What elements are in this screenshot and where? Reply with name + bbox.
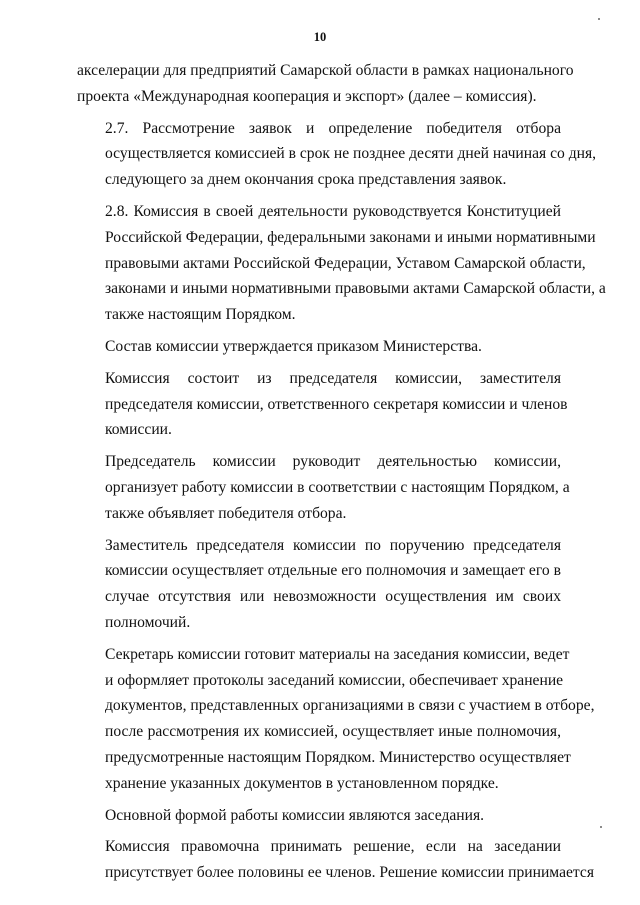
text-line: присутствует более половины ее членов. Решение комиссии принимается xyxy=(105,864,595,882)
text-line: Комиссия состоит из председателя комиссии, заместителя xyxy=(105,369,561,387)
text-line: Основной формой работы комиссии являются заседания. xyxy=(105,806,485,824)
paragraph xyxy=(77,199,606,328)
text-line: документов, представленных организациями в связи с участием в отборе, xyxy=(105,697,595,715)
paragraph xyxy=(77,642,595,797)
text-line: хранение указанных документов в установленном порядке. xyxy=(105,774,499,792)
scan-speck xyxy=(600,826,602,828)
text-line: законами и иными нормативными правовыми актами Самарской области, а xyxy=(105,280,606,298)
text-line: Российской Федерации, федеральными законами и иными нормативными xyxy=(105,228,596,246)
text-line: комиссии. xyxy=(105,421,172,439)
paragraph xyxy=(77,116,597,193)
text-line: Состав комиссии утверждается приказом Министерства. xyxy=(105,337,482,355)
text-line: осуществляется комиссией в срок не позднее десяти дней начиная со дня, xyxy=(105,145,597,163)
text-line: также настоящим Порядком. xyxy=(105,306,296,324)
text-line: Председатель комиссии руководит деятельностью комиссии, xyxy=(105,453,561,471)
paragraph xyxy=(77,366,568,443)
text-line: 2.7. Рассмотрение заявок и определение победителя отбора xyxy=(105,119,561,137)
text-line: Комиссия правомочна принимать решение, если на заседании xyxy=(105,838,561,856)
text-line: проекта «Международная кооперация и экспорт» (далее – комиссия). xyxy=(77,87,537,105)
paragraph xyxy=(77,834,595,886)
paragraph xyxy=(77,533,561,636)
text-line: председателя комиссии, ответственного секретаря комиссии и членов xyxy=(105,395,568,413)
paragraph xyxy=(77,803,561,829)
text-line: следующего за днем окончания срока представления заявок. xyxy=(105,171,507,189)
paragraph xyxy=(77,449,570,526)
scan-speck xyxy=(598,18,600,20)
text-line: Секретарь комиссии готовит материалы на заседания комиссии, ведет xyxy=(105,645,570,663)
text-line: Заместитель председателя комиссии по поручению председателя xyxy=(105,536,561,554)
paragraph xyxy=(77,58,574,110)
document-body xyxy=(77,58,606,892)
text-line: предусмотренные настоящим Порядком. Министерство осуществляет xyxy=(105,748,571,766)
page-number: 10 xyxy=(313,30,327,44)
text-line: комиссии осуществляет отдельные его полномочия и замещает его в xyxy=(105,562,561,580)
text-line: правовыми актами Российской Федерации, Уставом Самарской области, xyxy=(105,254,586,272)
text-line: акселерации для предприятий Самарской области в рамках национального xyxy=(77,62,574,79)
paragraph xyxy=(77,334,561,360)
text-line: 2.8. Комиссия в своей деятельности руководствуется Конституцией xyxy=(105,202,561,220)
text-line: случае отсутствия или невозможности осуществления им своих xyxy=(105,588,561,606)
text-line: после рассмотрения их комиссией, осуществляет иные полномочия, xyxy=(105,723,561,741)
text-line: организует работу комиссии в соответствии с настоящим Порядком, а xyxy=(105,478,570,496)
text-line: полномочий. xyxy=(105,613,191,631)
text-line: также объявляет победителя отбора. xyxy=(105,504,347,522)
text-line: и оформляет протоколы заседаний комиссии, обеспечивает хранение xyxy=(105,671,564,689)
